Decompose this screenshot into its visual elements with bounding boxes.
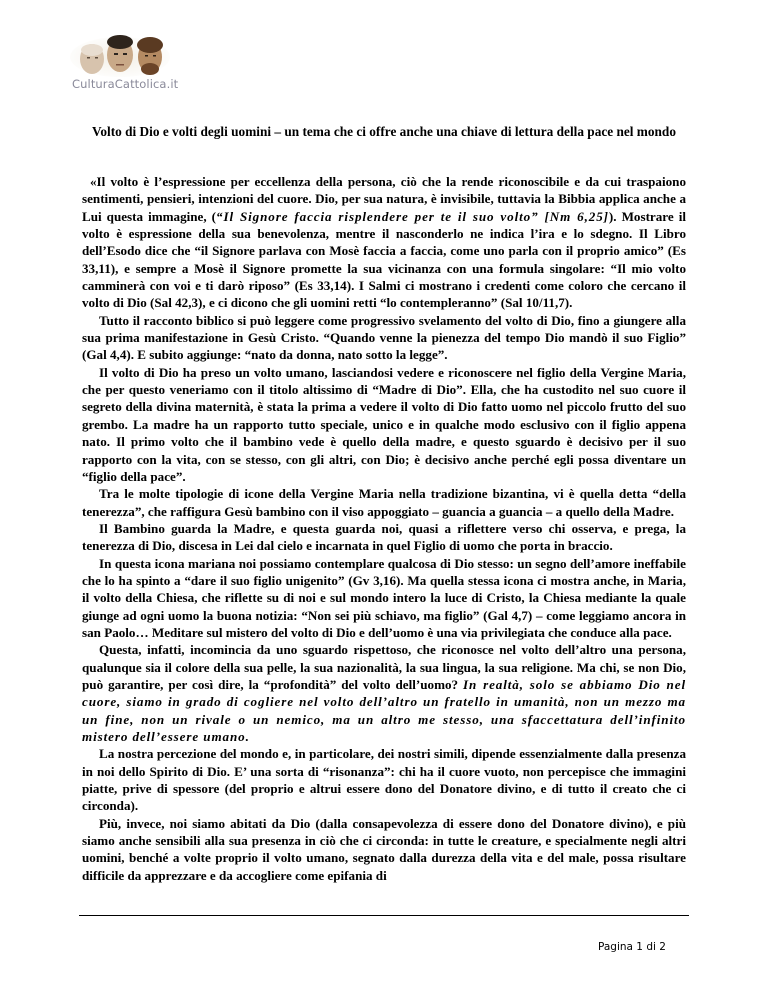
footer-divider (79, 915, 689, 916)
logo-text: CulturaCattolica.it (72, 77, 179, 91)
text-run: Più, invece, noi siamo abitati da Dio (dalla consapevolezza di essere dono del Donatore divino), e più siamo anche sensibili alla sua presenza in ciò che ci circonda: in tutte le creature, e specialmente negli altri uomini, benché a volte proprio il volto umano, segnato dalla durezza della vita e del male, possa risultare difficile da apprezzare e da accogliere come epifania di (82, 815, 686, 883)
site-logo[interactable] (70, 33, 179, 93)
text-run: Questa, infatti, incomincia da uno sguardo rispettoso, che riconosce nel volto dell’altro una persona, qualunque sia il colore della sua pelle, la sua nazionalità, la sua lingua, la sua religione. Ma chi, se non Dio, può garantire, per così dire, la “profondità” del volto dell’uomo? (82, 642, 686, 692)
paragraph (82, 520, 686, 555)
logo-portraits-image (70, 33, 170, 77)
text-run: La nostra percezione del mondo e, in particolare, dei nostri simili, dipende essenzialmente dalla presenza in noi dello Spirito di Dio. E’ una sorta di “risonanza”: chi ha il cuore vuoto, non percepisce che immagini piatte, prive di spessore (del proprio e altrui essere dono del Donatore divino, e di tutto il creato che ci circonda). (82, 746, 686, 814)
paragraph (82, 641, 686, 745)
text-run: «Il volto è l’espressione per eccellenza della persona, ciò che la rende riconoscibile e da cui traspaiono sentimenti, pensieri, intenzioni del cuore. Dio, per sua natura, è invisibile, tuttavia la Bibbia applica anche a Lui questa immagine, ( (82, 174, 686, 224)
page-number: Pagina 1 di 2 (598, 941, 666, 953)
text-run: Il volto di Dio ha preso un volto umano, lasciandosi vedere e riconoscere nel figlio della Vergine Maria, che per questo veneriamo con il titolo altissimo di “Madre di Dio”. Ella, che ha custodito nel suo cuore il segreto della divina maternità, è stata la prima a vedere il volto di Dio fatto uomo nel piccolo frutto del suo grembo. La madre ha un rapporto tutto speciale, unico e in qualche modo esclusivo con il figlio appena nato. Il primo volto che il bambino vede è quello della madre, e questo sguardo è decisivo per il suo rapporto con la vita, con se stesso, con gli altri, con Dio; è decisivo anche perché egli possa diventare un “figlio della pace”. (82, 364, 686, 484)
text-run: Tra le molte tipologie di icone della Vergine Maria nella tradizione bizantina, vi è quella detta “della tenerezza”, che raffigura Gesù bambino con il viso appoggiato – guancia a guancia – a quello della Madre. (82, 486, 686, 519)
paragraph (82, 815, 686, 884)
paragraph (82, 555, 686, 642)
paragraph (82, 364, 686, 485)
document-title: Volto di Dio e volti degli uomini – un tema che ci offre anche una chiave di lettura della pace nel mondo (92, 124, 676, 139)
document-body (82, 173, 686, 884)
text-run: ). Mostrare il volto è espressione della sua benevolenza, mentre il nasconderlo ne indica l’ira e lo sdegno. Il Libro dell’Esodo dice che “il Signore parlava con Mosè faccia a faccia, come uno parla con il proprio amico” (Es 33,11), e sempre a Mosè il Signore promette la sua vicinanza con una formula singolare: “Il mio volto camminerà con voi e ti darò riposo” (Es 33,14). I Salmi ci mostrano i credenti come coloro che cercano il volto di Dio (Sal 42,3), e ci dicono che gli uomini retti “lo contempleranno” (Sal 10/11,7). (82, 208, 686, 311)
text-run: In questa icona mariana noi possiamo contemplare qualcosa di Dio stesso: un segno dell’amore ineffabile che lo ha spinto a “dare il suo figlio unigenito” (Gv 3,16). Ma quella stessa icona ci mostra anche, in Maria, il volto della Chiesa, che riflette su di noi e sul mondo intero la luce di Cristo, la Chiesa mediante la quale giunge ad ogni uomo la buona notizia: “Non sei più schiavo, ma figlio” (Gal 4,7) – come leggiamo ancora in san Paolo… Meditare sul mistero del volto di Dio e dell’uomo è una via privilegiata che conduce alla pace. (82, 555, 686, 640)
paragraph (82, 173, 686, 312)
paragraph (82, 312, 686, 364)
text-run: Tutto il racconto biblico si può leggere come progressivo svelamento del volto di Dio, fino a giungere alla sua prima manifestazione in Gesù Cristo. “Quando venne la pienezza del tempo Dio mandò il suo Figlio” (Gal 4,4). E subito aggiunge: “nato da donna, nato sotto la legge”. (82, 312, 686, 363)
italic-quote: “Il Signore faccia risplendere per te il suo volto” [Nm 6,25] (216, 208, 609, 224)
text-run: Il Bambino guarda la Madre, e questa guarda noi, quasi a riflettere verso chi osserva, e prega, la tenerezza di Dio, discesa in Lei dal cielo e incarnata in quel Figlio di uomo che porta in braccio. (82, 520, 686, 554)
paragraph (82, 485, 686, 520)
paragraph (82, 745, 686, 814)
italic-quote: In realtà, solo se abbiamo Dio nel cuore, siamo in grado di cogliere nel volto dell’altro un fratello in umanità, non un mezzo ma un fine, non un rivale o un nemico, ma un altro me stesso, una sfaccettatura dell’infinito mistero dell’essere umano. (82, 676, 686, 744)
